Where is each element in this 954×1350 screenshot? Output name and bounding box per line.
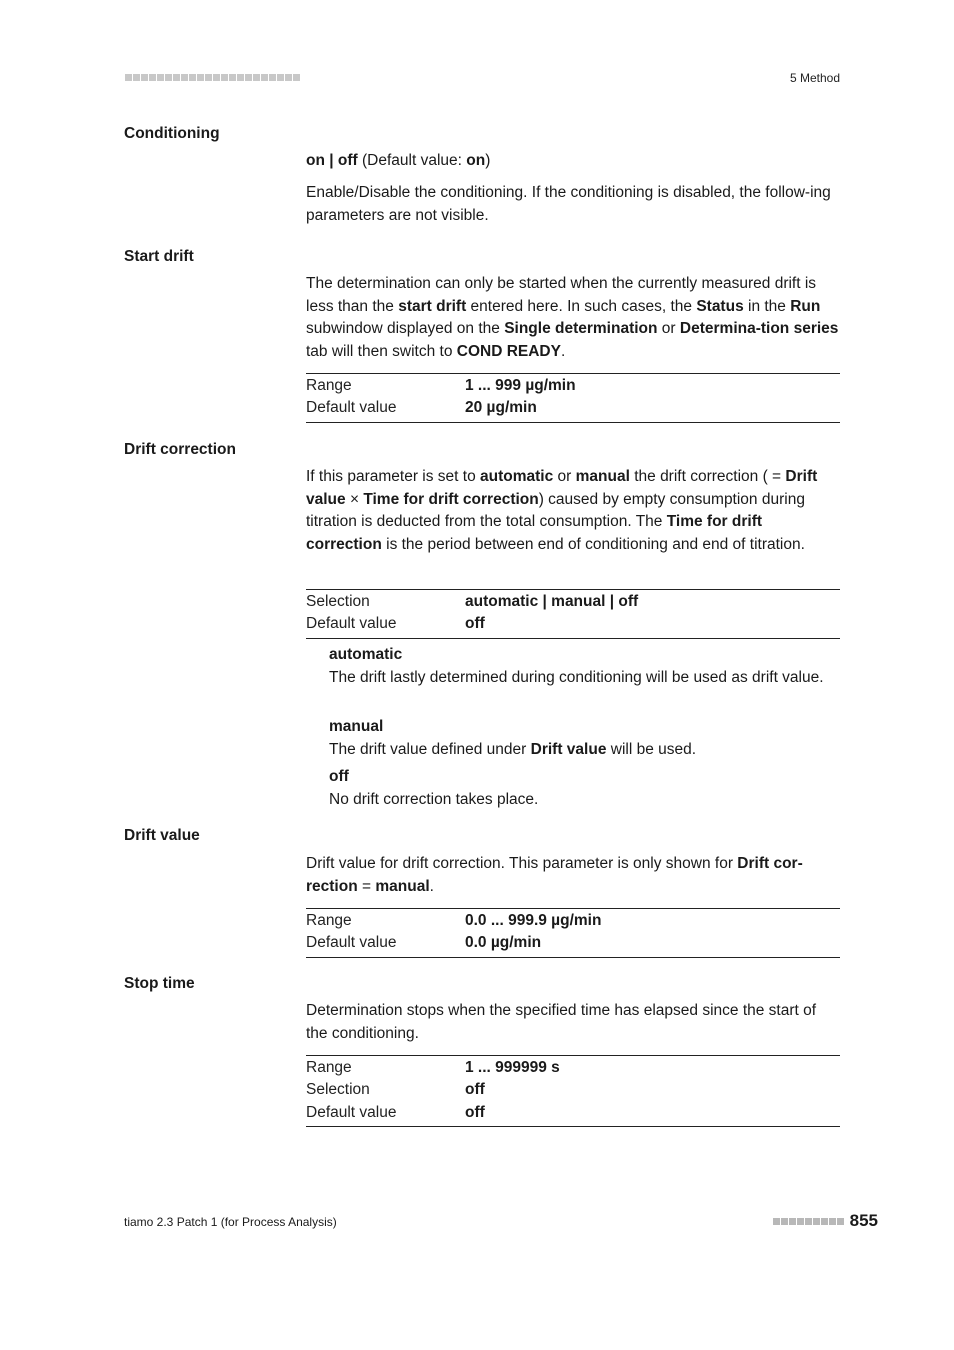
option-automatic: automatic The drift lastly determined during conditioning will be used as drift value. — [329, 646, 824, 686]
table-row: Default value off — [306, 615, 485, 633]
default-suffix: ) — [485, 152, 491, 169]
drift-value-title: Drift value — [124, 827, 200, 844]
footer-product-name: tiamo 2.3 Patch 1 (for Process Analysis) — [124, 1215, 337, 1229]
drift-correction-title: Drift correction — [124, 441, 236, 458]
value-on: on — [306, 152, 325, 169]
table-row: Selection off — [306, 1081, 485, 1099]
conditioning-description: Enable/Disable the conditioning. If the conditioning is disabled, the follow-ing parameters are not visible. — [306, 184, 831, 224]
table-row: Default value 0.0 µg/min — [306, 934, 542, 952]
start-drift-title: Start drift — [124, 248, 194, 265]
option-off: off No drift correction takes place. — [329, 768, 539, 808]
footer-decoration — [773, 1218, 844, 1225]
table-row: Default value 20 µg/min — [306, 399, 537, 417]
header-section-title: 5 Method — [789, 71, 840, 85]
start-drift-description: The determination can only be started when the currently measured drift is less than the start drift entered here. In such cases, the Status in the Run subwindow displayed on the Single determination or Determina-tion series tab will then switch to COND READY. — [306, 275, 839, 361]
table-row: Range 0.0 ... 999.9 µg/min — [306, 912, 602, 929]
table-row: Range 1 ... 999999 s — [306, 1059, 560, 1076]
option-manual: manual The drift value defined under Drift value will be used. — [329, 718, 697, 758]
table-row: Default value off — [306, 1103, 485, 1121]
table-row: Selection automatic | manual | off — [306, 593, 639, 610]
default-value: on — [466, 152, 486, 169]
default-prefix: (Default value: — [357, 152, 467, 169]
value-off: off — [337, 152, 358, 169]
stop-time-title: Stop time — [124, 975, 195, 992]
conditioning-values — [306, 150, 840, 173]
start-drift-table — [306, 373, 840, 423]
stop-time-table — [306, 1055, 840, 1127]
stop-time-description: Determination stops when the specified time has elapsed since the start of the conditioning. — [306, 1002, 817, 1042]
drift-value-table — [306, 908, 840, 958]
table-row: Range 1 ... 999 µg/min — [306, 377, 576, 394]
value-separator: | — [324, 152, 338, 169]
header-decoration — [125, 74, 300, 82]
drift-correction-table — [306, 589, 840, 639]
footer-page-number-area — [773, 1211, 878, 1231]
page-number: 855 — [849, 1211, 878, 1230]
drift-value-description: Drift value for drift correction. This parameter is only shown for Drift cor-rection = manual. — [306, 855, 803, 895]
conditioning-title: Conditioning — [124, 125, 220, 142]
drift-correction-description: If this parameter is set to automatic or manual the drift correction ( = Drift value × Time for drift correction) caused by empty consumption during titration is deducted from the total consumption. The Time for drift correction is the period between end of conditioning and end of titration. — [306, 468, 818, 554]
